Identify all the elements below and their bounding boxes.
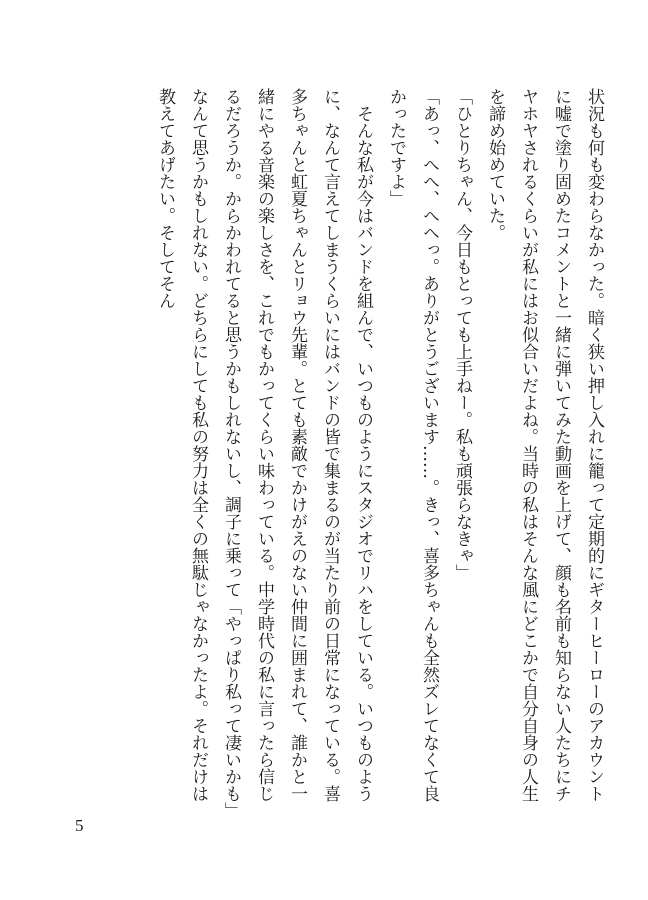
paragraph-dialogue-1: 「ひとりちゃん、今日もとっても上手ねー。私も頑張らなきゃ」: [452, 88, 472, 581]
page-number: 5: [75, 816, 84, 835]
paragraph-narration-2: そんな私が今はバンドを組んで、いつものようにスタジオでリハをしている。いつものように、なんて言えてしまうくらいにはバンドの皆で集まるのが当たり前の日常になっている。喜多ちゃんと虹夏ちゃんとリョウ先輩。とても素敵でかけがえのない仲間に囲まれて、誰かと一緒にやる音楽の楽しさを、これでもかってくらい味わっている。中学時代の私に言ったら信じるだろうか。からかわれてると思うかもしれないし、調子に乗って「やっぱり私って凄いかも」なんて思うかもしれない。どちらにしても私の努力は全くの無駄じゃなかったよ。それだけは教えてあげたい。そしてそん: [155, 88, 373, 811]
paragraph-dialogue-2: 「あっ、へへ、へへっ。ありがとうございます……。きっ、喜多ちゃんも全然ズレてなくて良かったですよ」: [386, 88, 439, 802]
paragraph-narration-1: 状況も何も変わらなかった。暗く狭い押し入れに籠って定期的にギターヒーローのアカウントに嘘で塗り固めたコメントと一緒に弾いてみた動画を上げて、顔も名前も知らない人たちにチヤホヤされるくらいが私にはお似合いだよね。当時の私はそんな風にどこかで自分自身の人生を諦め始めていた。: [485, 88, 604, 802]
body-text: [26, 88, 610, 816]
